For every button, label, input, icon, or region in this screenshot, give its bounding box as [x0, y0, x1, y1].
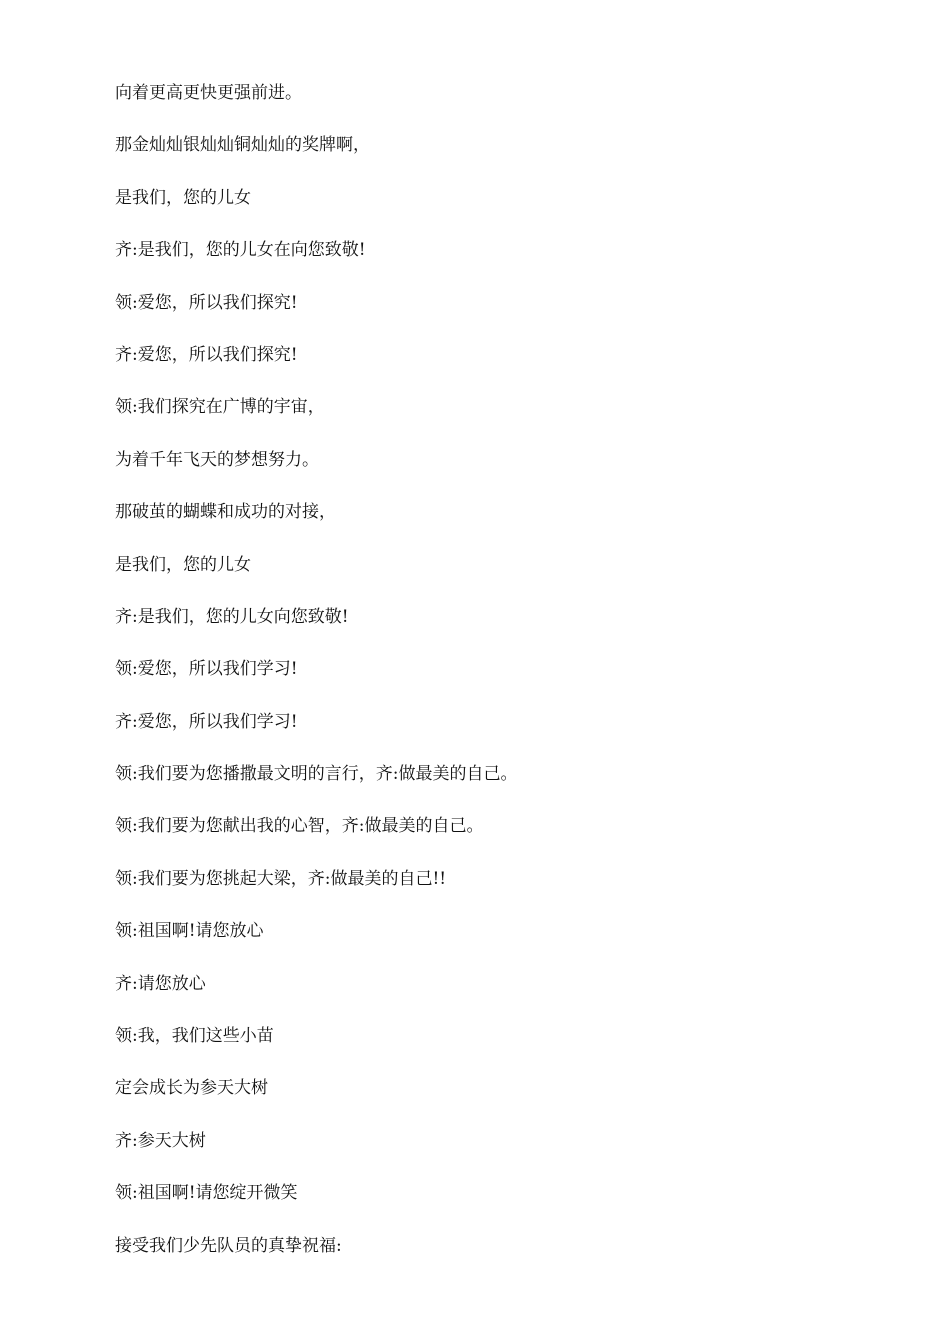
- text-line: 是我们，您的儿女: [115, 187, 251, 208]
- text-line: 齐:请您放心: [115, 973, 206, 994]
- text-line: 齐:爱您，所以我们探究!: [115, 344, 298, 365]
- text-line: 向着更高更快更强前进。: [115, 83, 302, 103]
- text-line: 领:我们探究在广博的宇宙，: [115, 397, 325, 418]
- text-line: 领:我们要为您献出我的心智，齐:做最美的自己。: [115, 816, 484, 837]
- text-line: 领:爱您，所以我们学习!: [115, 659, 298, 680]
- text-line: 接受我们少先队员的真挚祝福:: [115, 1235, 342, 1256]
- text-line: 领:祖国啊!请您放心: [115, 921, 264, 942]
- text-line: 为着千年飞天的梦想努力。: [115, 449, 319, 470]
- text-line: 领:我，我们这些小苗: [115, 1026, 274, 1047]
- text-line: 领:我们要为您挑起大梁，齐:做最美的自己!!: [115, 868, 447, 889]
- text-line: 领:爱您，所以我们探究!: [115, 292, 298, 313]
- text-line: 定会成长为参天大树: [115, 1078, 268, 1099]
- text-line: 那金灿灿银灿灿铜灿灿的奖牌啊，: [115, 135, 370, 156]
- text-line: 是我们，您的儿女: [115, 554, 251, 575]
- poem-text: [115, 79, 875, 1284]
- text-line: 齐:爱您，所以我们学习!: [115, 711, 298, 732]
- text-line: 齐:是我们，您的儿女在向您致敬!: [115, 240, 366, 261]
- text-line: 齐:是我们，您的儿女向您致敬!: [115, 606, 349, 627]
- text-line: 领:祖国啊!请您绽开微笑: [115, 1183, 298, 1204]
- text-line: 那破茧的蝴蝶和成功的对接，: [115, 502, 336, 523]
- text-line: 齐:参天大树: [115, 1130, 206, 1151]
- text-line: 领:我们要为您播撒最文明的言行，齐:做最美的自己。: [115, 764, 518, 785]
